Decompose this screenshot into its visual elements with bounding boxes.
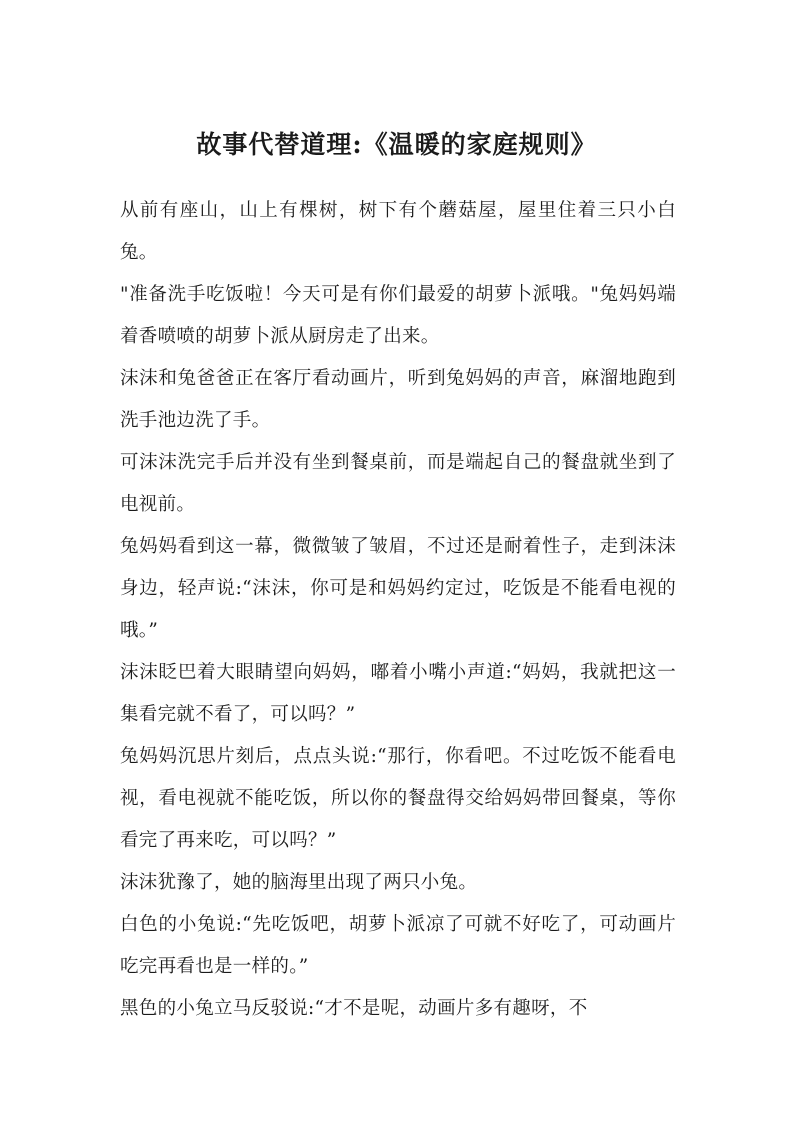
paragraph: 可沫沫洗完手后并没有坐到餐桌前，而是端起自己的餐盘就坐到了电视前。	[120, 452, 676, 515]
paragraph: 白色的小兔说:“先吃饭吧，胡萝卜派凉了可就不好吃了，可动画片吃完再看也是一样的。”	[120, 914, 676, 977]
paragraph: 沫沫眨巴着大眼睛望向妈妈，嘟着小嘴小声道:“妈妈，我就把这一集看完就不看了，可以吗？”	[120, 662, 676, 725]
paragraph: 黑色的小兔立马反驳说:“才不是呢，动画片多有趣呀，不	[120, 998, 588, 1019]
paragraph: 兔妈妈沉思片刻后，点点头说:“那行，你看吧。不过吃饭不能看电视，看电视就不能吃饭，所以你的餐盘得交给妈妈带回餐桌，等你看完了再来吃，可以吗？”	[120, 746, 676, 851]
story-body	[120, 190, 676, 1030]
page-title: 故事代替道理:《温暖的家庭规则》	[196, 130, 597, 159]
paragraph: 兔妈妈看到这一幕，微微皱了皱眉，不过还是耐着性子，走到沫沫身边，轻声说:“沫沫，你可是和妈妈约定过，吃饭是不能看电视的哦。”	[120, 536, 676, 641]
paragraph: 沫沫和兔爸爸正在客厅看动画片，听到兔妈妈的声音，麻溜地跑到洗手池边洗了手。	[120, 368, 676, 431]
paragraph: 从前有座山，山上有棵树，树下有个蘑菇屋，屋里住着三只小白兔。	[120, 200, 676, 263]
paragraph: 沫沫犹豫了，她的脑海里出现了两只小兔。	[120, 872, 478, 893]
paragraph: "准备洗手吃饭啦！今天可是有你们最爱的胡萝卜派哦。"兔妈妈端着香喷喷的胡萝卜派从厨房走了出来。	[120, 284, 676, 347]
